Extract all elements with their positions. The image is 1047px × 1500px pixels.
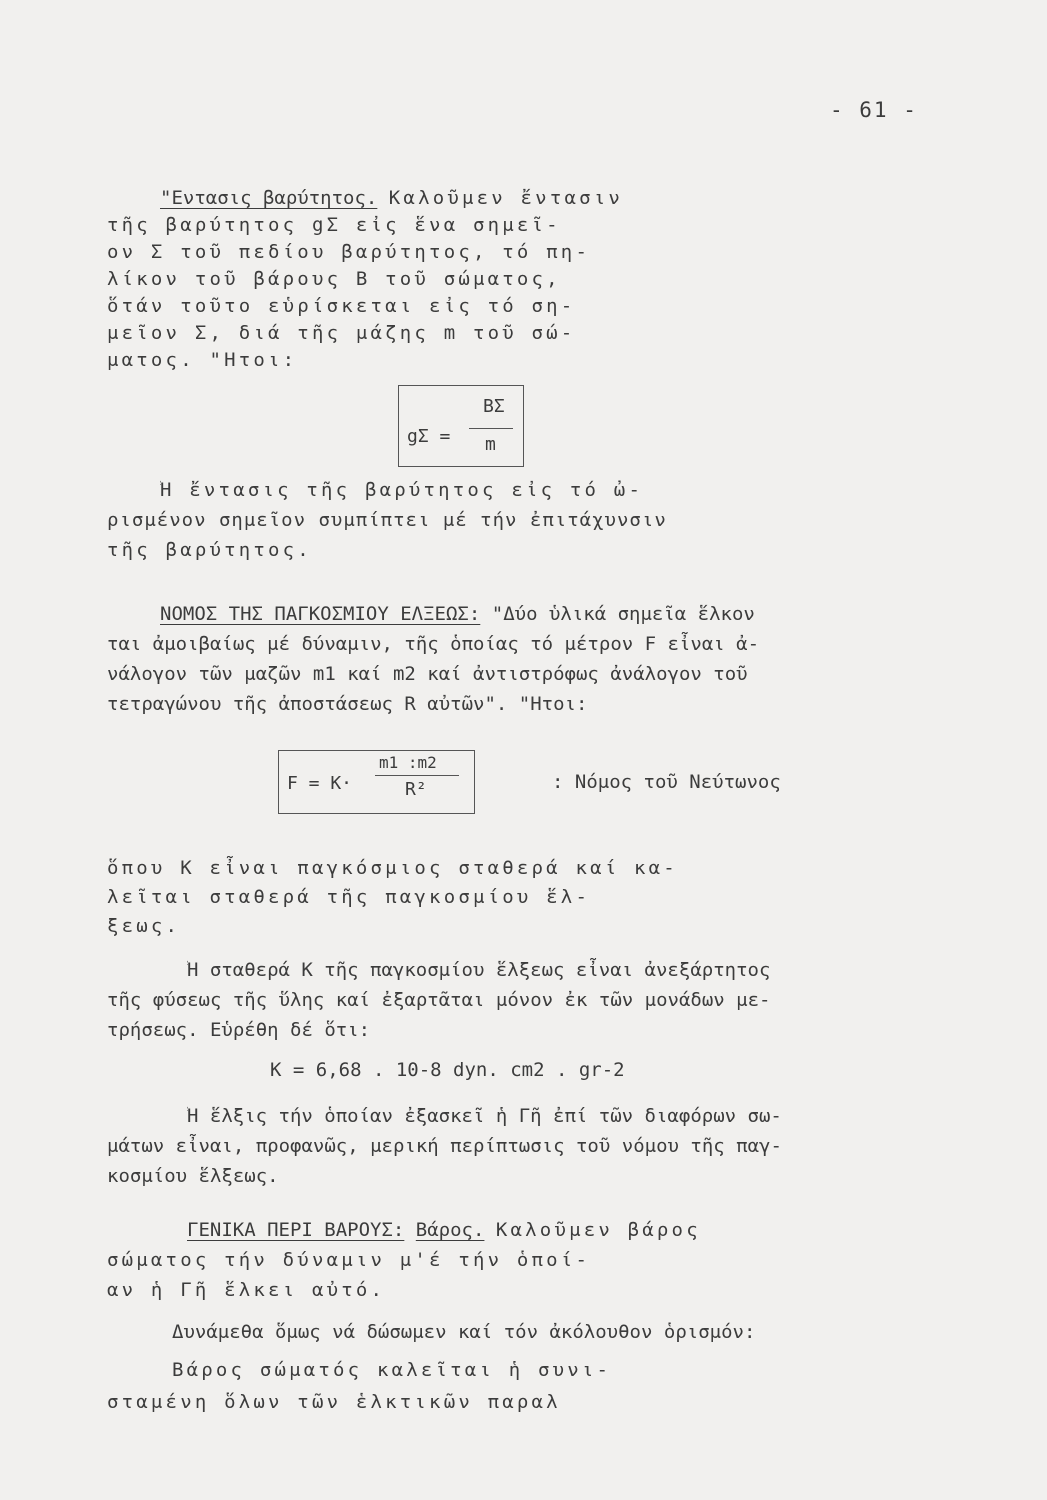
formula-lhs: gΣ = xyxy=(407,426,451,447)
sec2-remark-line: κοσμίου ἕλξεως. xyxy=(107,1165,279,1187)
sec3-line: Δυνάμεθα ὅμως νά δώσωμεν καί τόν ἀκόλουθον ὁρισμόν: xyxy=(172,1321,756,1343)
sec1-line: τῆς βαρύτητος gΣ εἰς ἕνα σημεῖ- xyxy=(107,214,561,236)
sec1-heading: "Εντασις βαρύτητος. xyxy=(160,187,378,209)
sec1-line: ματος. "Ητοι: xyxy=(107,349,298,371)
sec2-first-line xyxy=(160,602,920,626)
formula-denominator: m xyxy=(485,434,496,455)
fraction-bar xyxy=(469,428,513,429)
sec3-line: σώματος τήν δύναμιν μ'έ τήν ὁποί- xyxy=(107,1249,591,1271)
newton-law-formula-box xyxy=(278,750,475,814)
fraction-bar xyxy=(375,775,459,776)
sec3-line: Βάρος σώματός καλεῖται ἡ συνι- xyxy=(172,1359,612,1381)
sec2-heading: ΝΟΜΟΣ ΤΗΣ ΠΑΓΚΟΣΜΙΟΥ ΕΛΞΕΩΣ: xyxy=(160,603,481,625)
sec1-line: ὅτάν τοῦτο εὑρίσκεται εἰς τό ση- xyxy=(107,295,576,317)
sec3-first-line xyxy=(187,1218,922,1242)
sec2-constant-line: τῆς φύσεως τῆς ὕλης καί ἐξαρτᾶται μόνον ἐκ τῶν μονάδων με- xyxy=(107,989,771,1011)
sec3-line: Καλοῦμεν βάρος xyxy=(495,1219,701,1241)
newton-law-label: : Νόμος τοῦ Νεύτωνος xyxy=(552,771,781,793)
sec3-line: αν ἡ Γῆ ἕλκει αὐτό. xyxy=(107,1279,386,1301)
formula-denominator: R² xyxy=(405,779,427,800)
formula-numerator: BΣ xyxy=(483,396,505,417)
sec2-line: νάλογον τῶν μαζῶν m1 καί m2 καί ἀντιστρόφως ἀνάλογον τοῦ xyxy=(107,663,748,685)
sec2-constant-line: Ἡ σταθερά Κ τῆς παγκοσμίου ἕλξεως εἶναι ἀνεξάρτητος xyxy=(187,959,771,981)
gravity-intensity-formula-box xyxy=(398,385,524,467)
sec1-line: ον Σ τοῦ πεδίου βαρύτητος, τό πη- xyxy=(107,241,591,263)
sec1-after-line: Ἡ ἔντασις τῆς βαρύτητος εἰς τό ὠ- xyxy=(160,479,644,501)
formula-lhs: F = K· xyxy=(287,773,353,794)
sec3-heading: ΓΕΝΙΚΑ ΠΕΡΙ ΒΑΡΟΥΣ: xyxy=(187,1219,405,1241)
sec1-line: μεῖον Σ, διά τῆς μάζης m τοῦ σώ- xyxy=(107,322,576,344)
gravitational-constant-value: K = 6,68 . 10-8 dyn. cm2 . gr-2 xyxy=(270,1059,625,1081)
sec1-line: λίκον τοῦ βάρους Β τοῦ σώματος, xyxy=(107,268,561,290)
sec2-line: ται ἀμοιβαίως μέ δύναμιν, τῆς ὁποίας τό μέτρον F εἶναι ἀ- xyxy=(107,633,760,655)
sec2-line: τετραγώνου τῆς ἀποστάσεως R αὐτῶν". "Ητοι: xyxy=(107,693,588,715)
sec2-remark-line: μάτων εἶναι, προφανῶς, μερική περίπτωσις τοῦ νόμου τῆς παγ- xyxy=(107,1135,782,1157)
sec1-after-line: ρισμένον σημεῖον συμπίπτει μέ τήν ἐπιτάχυνσιν xyxy=(107,509,667,531)
sec1-line: Καλοῦμεν ἔντασιν xyxy=(388,187,624,209)
sec2-where-line: ξεως. xyxy=(107,915,181,937)
formula-numerator: m1 :m2 xyxy=(379,753,437,772)
page-number: - 61 - xyxy=(830,98,918,122)
sec1-after-line: τῆς βαρύτητος. xyxy=(107,539,312,561)
sec3-subheading: Βάρος. xyxy=(415,1219,485,1241)
sec2-remark-line: Ἡ ἕλξις τήν ὁποίαν ἐξασκεῖ ἡ Γῆ ἐπί τῶν διαφόρων σω- xyxy=(187,1105,782,1127)
sec2-constant-line: τρήσεως. Εὑρέθη δέ ὅτι: xyxy=(107,1019,371,1041)
sec3-line: σταμένη ὅλων τῶν ἑλκτικῶν παραλ xyxy=(107,1391,561,1413)
sec2-where-line: λεῖται σταθερά τῆς παγκοσμίου ἕλ- xyxy=(107,886,591,908)
sec2-where-line: ὅπου Κ εἶναι παγκόσμιος σταθερά καί κα- xyxy=(107,857,678,879)
sec2-line: "Δύο ὑλικά σημεῖα ἕλκον xyxy=(491,603,755,625)
sec1-first-line xyxy=(160,186,920,210)
